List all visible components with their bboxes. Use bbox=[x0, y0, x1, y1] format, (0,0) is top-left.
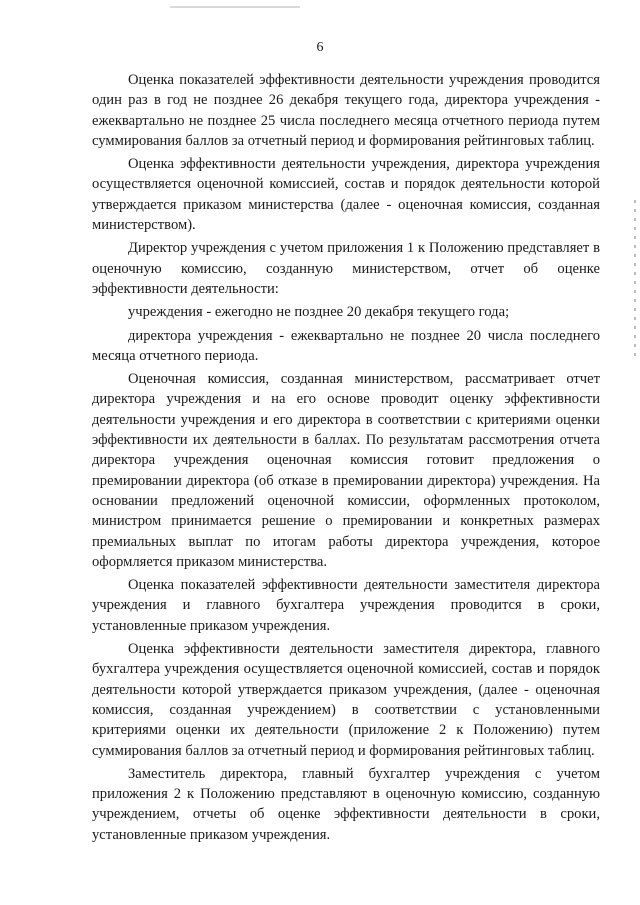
paragraph: учреждения - ежегодно не позднее 20 декабря текущего года; bbox=[128, 304, 510, 321]
page-number: 6 bbox=[316, 40, 324, 55]
paragraph: Оценка показателей эффективности деятельности заместителя директора учреждения и главного бухгалтера учреждения проводится в сроки, установленные приказом учреждения. bbox=[92, 577, 600, 634]
paragraph: Директор учреждения с учетом приложения 1 к Положению представляет в оценочную комиссию, созданную министерством, отчет об оценке эффективности деятельности: bbox=[92, 240, 600, 297]
scan-edge-mark bbox=[170, 6, 300, 8]
paragraph: Оценочная комиссия, созданная министерством, рассматривает отчет директора учреждения и на его основе проводит оценку эффективности деятельности учреждения и его директора в соответствии с критериями оценки эффективности их деятельности в баллах. По результатам рассмотрения отчета директора учреждения оценочная комиссия готовит предложения о премировании директора (об отказе в премировании директора) учреждения. На основании предложений оценочной комиссии, оформленных протоколом, министром принимается решение о премировании и конкретных размерах премиальных выплат по итогам работы директора учреждения, которое оформляется приказом министерства. bbox=[92, 371, 600, 570]
paragraph: Оценка эффективности деятельности учреждения, директора учреждения осуществляется оценочной комиссией, состав и порядок деятельности которой утверждается приказом министерства (далее - оценочная комиссия, созданная министерством). bbox=[92, 156, 600, 234]
paragraph: Оценка показателей эффективности деятельности учреждения проводится один раз в год не позднее 26 декабря текущего года, директора учреждения - ежеквартально не позднее 25 числа последнего месяца отчетного периода путем суммирования баллов за отчетный период и формирования рейтинговых таблиц. bbox=[92, 72, 600, 149]
document-body bbox=[92, 70, 600, 845]
paragraph: Оценка эффективности деятельности заместителя директора, главного бухгалтера учреждения осуществляется оценочной комиссией, состав и порядок деятельности которой утверждается приказом учреждения, (далее - оценочная комиссия, созданная учреждением) в соответствии с установленными критериями оценки их деятельности (приложение 2 к Положению) путем суммирования баллов за отчетный период и формирования рейтинговых таблиц. bbox=[92, 641, 600, 759]
paragraph: Заместитель директора, главный бухгалтер учреждения с учетом приложения 2 к Положению представляют в оценочную комиссию, созданную учреждением, отчеты об оценке эффективности деятельности в сроки, установленные приказом учреждения. bbox=[92, 765, 600, 843]
paragraph: директора учреждения - ежеквартально не позднее 20 числа последнего месяца отчетного периода. bbox=[92, 327, 600, 364]
scan-margin-marks bbox=[634, 200, 636, 360]
